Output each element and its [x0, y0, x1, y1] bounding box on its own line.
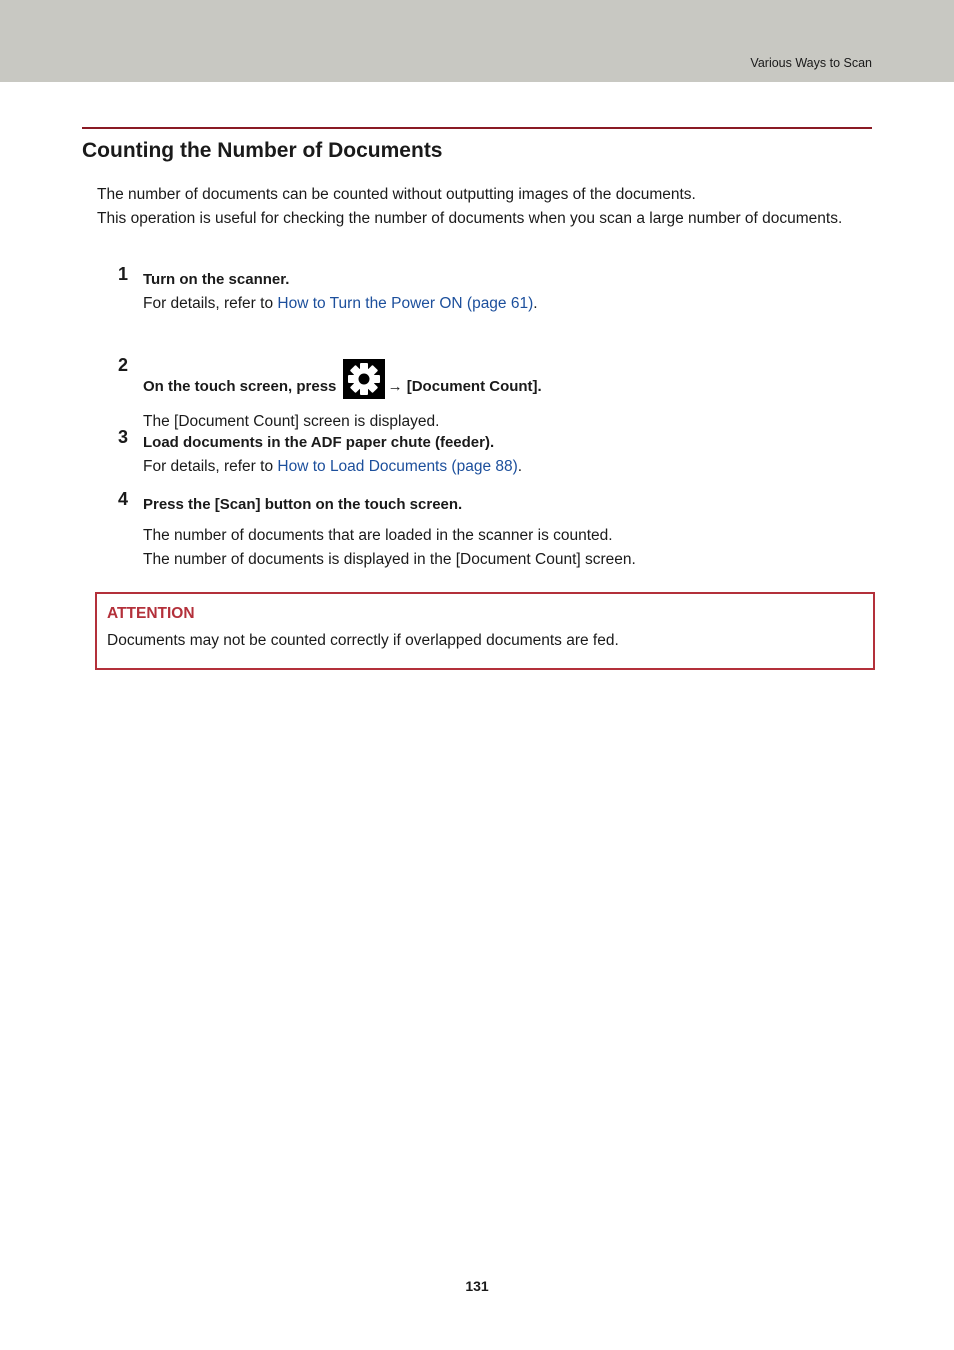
- attention-text: Documents may not be counted correctly if overlapped documents are fed.: [107, 632, 619, 649]
- step-title-prefix: On the touch screen, press: [143, 378, 337, 395]
- step-text-line-1: The number of documents that are loaded in the scanner is counted.: [143, 527, 613, 544]
- section-label: Various Ways to Scan: [750, 56, 872, 70]
- step-text-prefix: For details, refer to: [143, 458, 278, 475]
- intro: [97, 183, 857, 231]
- step-title: Press the [Scan] button on the touch screen.: [143, 496, 463, 513]
- step-text-line-2: The number of documents is displayed in the [Document Count] screen.: [143, 551, 636, 568]
- intro-line-2: This operation is useful for checking the number of documents when you scan a large number of documents.: [97, 210, 843, 227]
- step-number: 3: [118, 427, 129, 447]
- step-number: 4: [118, 489, 129, 509]
- page-number: 131: [465, 1278, 489, 1294]
- step-title: [143, 359, 863, 399]
- attention-title: ATTENTION: [107, 605, 195, 622]
- step-number: 2: [118, 355, 129, 375]
- step-body: [143, 493, 863, 572]
- title-rule: [82, 127, 872, 129]
- step-body: [143, 431, 863, 479]
- link-power-on[interactable]: How to Turn the Power ON (page 61): [277, 295, 534, 312]
- page-title: Counting the Number of Documents: [82, 139, 443, 162]
- step-text: The [Document Count] screen is displayed.: [143, 413, 440, 430]
- step-text-suffix: .: [517, 458, 523, 475]
- step-number: 1: [118, 264, 129, 284]
- intro-line-1: The number of documents can be counted without outputting images of the documents.: [97, 186, 696, 203]
- attention-box: [95, 592, 875, 670]
- step-body: [143, 359, 863, 434]
- step-text-prefix: For details, refer to: [143, 295, 278, 312]
- link-load-documents[interactable]: How to Load Documents (page 88): [277, 458, 518, 475]
- step-title: Turn on the scanner.: [143, 271, 290, 288]
- step-title: Load documents in the ADF paper chute (feeder).: [143, 434, 495, 451]
- step-text-suffix: .: [533, 295, 538, 312]
- step-text: [143, 292, 863, 316]
- step-text: [143, 455, 863, 479]
- step-body: [143, 268, 863, 316]
- gear-icon: [343, 359, 385, 399]
- step-title-suffix: → [Document Count].: [387, 378, 542, 395]
